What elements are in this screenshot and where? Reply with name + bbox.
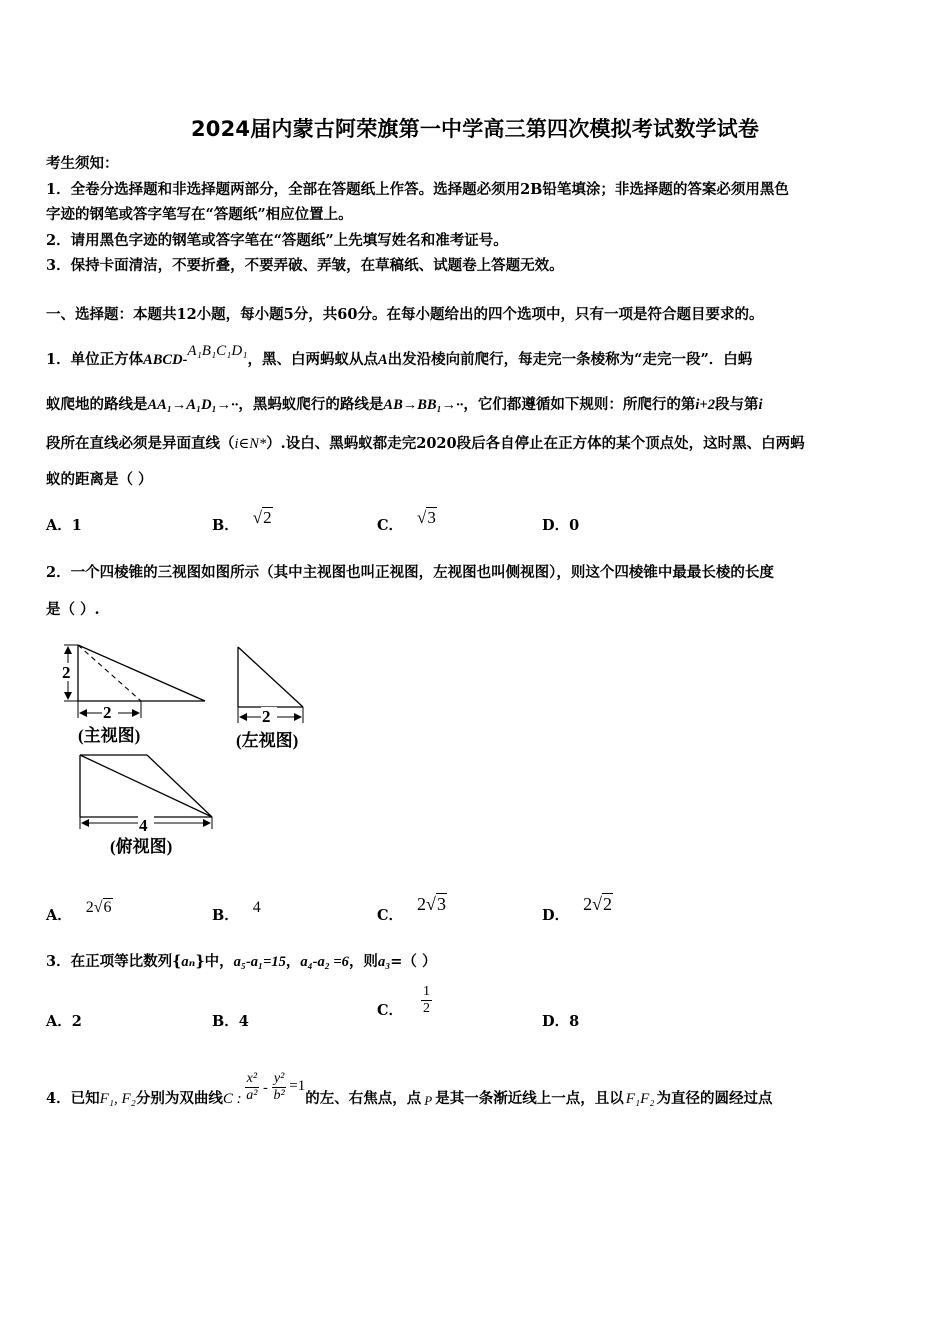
option-value: 1	[71, 517, 82, 534]
front-width-label: 2	[103, 703, 112, 722]
q4-a-squared: a²	[246, 1088, 258, 1103]
option-label: B．	[212, 907, 239, 924]
q2-option-b	[212, 896, 261, 924]
q1-text-i: ）.设白、黑蚂蚁都走完2020段后各自停止在正方体的某个顶点处，这时黑、白两蚂	[266, 435, 805, 452]
notice-item-1b: 字迹的钢笔或答字笔写在“答题纸”相应位置上。	[46, 206, 353, 223]
fraction-denominator: 2	[423, 1001, 431, 1016]
q1-text-f: ，它们都遵循如下规则：所爬行的第	[463, 396, 696, 413]
option-label: A．	[46, 517, 72, 534]
q3-option-b	[212, 1010, 249, 1031]
q1-line-2	[46, 393, 762, 414]
top-width-label: 4	[139, 816, 148, 835]
q1-point-a: A	[377, 352, 388, 368]
option-value: 8	[569, 1013, 580, 1030]
q1-cube-name: ABCD-	[143, 352, 188, 368]
option-radicand: 2	[602, 894, 612, 914]
option-radicand: 6	[103, 899, 112, 916]
option-value: √2	[252, 508, 272, 527]
q2-option-d: D．2√2	[542, 894, 612, 924]
q2-option-a: A． 2√6	[46, 899, 112, 924]
q1-black-path: AB→BB₁→··	[383, 397, 464, 413]
option-label: B．	[212, 1013, 239, 1030]
option-value: 4	[238, 1013, 249, 1030]
option-label: C．	[377, 517, 404, 534]
option-label: D．	[542, 907, 570, 924]
q4-b-squared: b²	[273, 1088, 285, 1103]
q3-text-a: 3．在正项等比数列{	[46, 953, 182, 970]
q4-text-e: 为直径的圆经过点	[656, 1089, 773, 1107]
front-height-label: 2	[62, 663, 71, 682]
option-value: 4	[252, 899, 261, 916]
front-caption: (主视图)	[78, 726, 141, 745]
q3-text-e: =（ ）	[390, 953, 437, 970]
q1-line-3	[46, 432, 805, 453]
q4-point-p: P	[424, 1092, 433, 1108]
q1-text-h: 段所在直线必须是异面直线（	[46, 435, 235, 452]
q1-condition: i∈N*	[234, 436, 267, 452]
q1-text-a: 1．单位正方体	[46, 351, 144, 368]
q1-option-b	[212, 507, 273, 534]
notice-item-3: 3．保持卡面清洁，不要折叠，不要弄破、弄皱，在草稿纸、试题卷上答题无效。	[46, 257, 564, 274]
q1-text-g: 段与第	[714, 396, 759, 413]
option-coef: 2	[417, 894, 427, 914]
q4-foci: F₁, F₂	[99, 1090, 136, 1107]
q2-option-c: C．2√3	[377, 894, 446, 924]
q1-i-plus-2: i+2	[695, 397, 715, 413]
side-view	[236, 647, 303, 750]
q4-x-squared: x²	[246, 1071, 258, 1086]
option-label: D．	[542, 517, 570, 534]
option-label: D．	[542, 1013, 570, 1030]
q4-minus: -	[263, 1079, 268, 1096]
q1-white-path: AA₁→A₁D₁→··	[147, 397, 239, 413]
q3-line	[46, 950, 436, 971]
option-label: A．	[46, 907, 72, 924]
q1-i: i	[758, 397, 763, 413]
option-label: C．	[377, 907, 404, 924]
q1-cube-top: A₁B₁C₁D₁	[187, 343, 248, 359]
option-label: A．	[46, 1013, 72, 1030]
front-view	[61, 645, 205, 745]
q3-equation-1: a₅-a₁=15	[233, 954, 286, 970]
option-coef: 2	[85, 899, 94, 916]
three-view-figure	[50, 635, 370, 865]
q1-option-c	[377, 507, 437, 534]
notice-heading: 考生须知：	[46, 155, 119, 172]
q1-option-a	[46, 514, 82, 535]
q4-line	[46, 1071, 773, 1108]
q3-option-c	[377, 984, 432, 1017]
top-view	[80, 755, 212, 856]
q2-line-2: 是（ ）.	[46, 601, 100, 618]
notice-item-2: 2．请用黑色字迹的钢笔或答字笔在“答题纸”上先填写姓名和准考证号。	[46, 232, 508, 249]
q4-text-b: 分别为双曲线	[135, 1089, 223, 1107]
top-caption: (俯视图)	[110, 837, 173, 856]
option-coef: 2	[583, 894, 593, 914]
q1-text-d: 蚁爬地的路线是	[46, 396, 148, 413]
option-label: B．	[212, 517, 239, 534]
q3-text-c: ，	[285, 953, 301, 970]
q3-text-b: }中，	[195, 953, 234, 970]
q4-equals-one: =1	[289, 1077, 306, 1094]
side-caption: (左视图)	[236, 731, 299, 750]
side-width-label: 2	[262, 707, 271, 726]
option-radicand: 3	[436, 894, 446, 914]
option-label: C．	[377, 1001, 404, 1019]
q3-text-d: ，则	[348, 953, 378, 970]
q1-text-b: ，黑、白两蚂蚁从点	[247, 351, 378, 368]
q3-sequence: aₙ	[181, 954, 196, 970]
q4-text-a: 4．已知	[46, 1089, 100, 1107]
option-value: 0	[569, 517, 580, 534]
option-value: √3	[417, 508, 436, 527]
page-title: 2024届内蒙古阿荣旗第一中学高三第四次模拟考试数学试卷	[190, 117, 760, 141]
q3-equation-2: a₄-a₂ =6	[300, 954, 349, 970]
section-heading: 一、选择题：本题共12小题，每小题5分，共60分。在每小题给出的四个选项中，只有一项是符合题目要求的。	[46, 306, 764, 323]
q3-a3: a₃	[377, 954, 391, 970]
q1-text-c: 出发沿棱向前爬行，每走完一条棱称为“走完一段”．白蚂	[387, 351, 753, 368]
q1-option-d	[542, 514, 579, 535]
q4-text-c: 的左、右焦点，点	[305, 1089, 422, 1107]
q1-line-1	[46, 343, 752, 369]
q4-f1f2: F₁F₂	[625, 1090, 655, 1107]
q4-text-d: 是其一条渐近线上一点，且以	[435, 1089, 624, 1107]
q4-y-squared: y²	[273, 1071, 285, 1086]
q1-line-4: 蚁的距离是（ ）	[46, 471, 153, 488]
q4-curve-name: C :	[222, 1090, 242, 1107]
fraction-numerator: 1	[423, 984, 431, 999]
q3-option-a	[46, 1010, 82, 1031]
q3-option-d	[542, 1010, 579, 1031]
notice-item-1a: 1．全卷分选择题和非选择题两部分，全部在答题纸上作答。选择题必须用2B铅笔填涂；非选择题的答案必须用黑色	[46, 181, 789, 198]
option-value: 2	[71, 1013, 82, 1030]
q2-line-1: 2．一个四棱锥的三视图如图所示（其中主视图也叫正视图，左视图也叫侧视图），则这个四棱锥中最最长棱的长度	[46, 564, 774, 581]
q1-text-e: ，黑蚂蚁爬行的路线是	[238, 396, 384, 413]
